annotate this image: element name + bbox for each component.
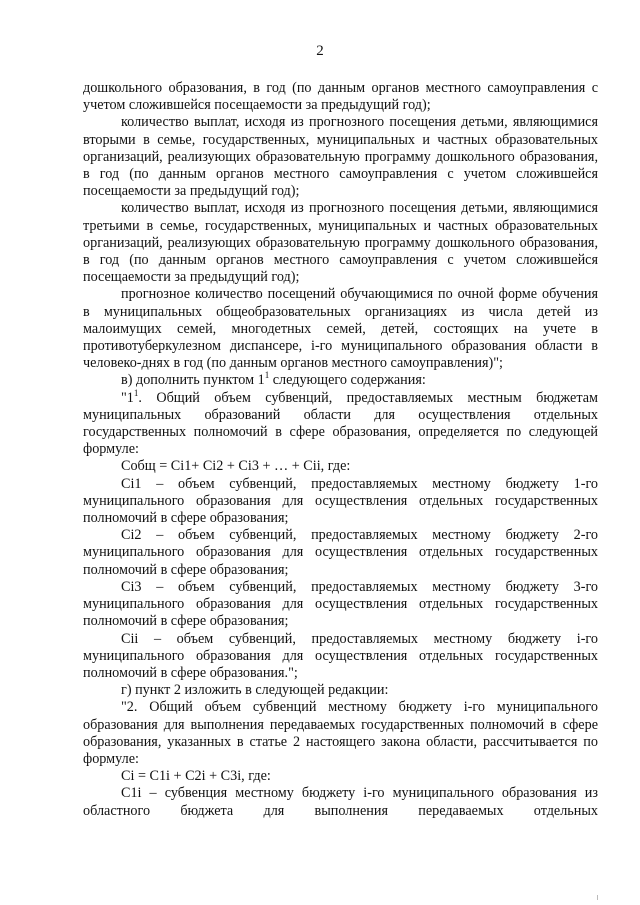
scan-mark <box>597 895 598 900</box>
text-run: Сi1 – объем субвенций, предоставляемых местному бюджету 1-го муниципального образования для осуществления отдельных государственных полномочий в сфере образования; <box>83 475 598 527</box>
paragraph <box>83 785 598 819</box>
paragraph <box>83 80 598 114</box>
text-run: г) пункт 2 изложить в следующей редакции: <box>121 682 389 699</box>
superscript: 1 <box>264 370 270 381</box>
paragraph <box>83 387 598 459</box>
text-run: С1i – субвенция местному бюджету i-го муниципального образования из областного бюджета для выполнения передаваемых отдельных <box>83 785 598 819</box>
text-run: "1 <box>121 389 134 406</box>
text-run: . Общий объем субвенций, предоставляемых местным бюджетам муниципальных образований области для осуществления отдельных государственных полномочий в сфере образования, определяется по следующей формуле: <box>83 389 598 458</box>
paragraph <box>83 768 598 785</box>
text-run: "2. Общий объем субвенций местному бюджету i-го муниципального образования для выполнения передаваемых государственных полномочий в сфере образования, указанных в статье 2 настоящего закона области, рассчитывается по формуле: <box>83 699 598 767</box>
paragraph <box>83 476 598 528</box>
paragraph <box>83 579 598 631</box>
text-run: количество выплат, исходя из прогнозного посещения детьми, являющимися вторыми в семье, государственных, муниципальных и частных образовательных организаций, реализующих образовательную программу дошкольного образования, в год (по данным органов местного самоуправления с учетом сложившейся посещаемости за предыдущий год); <box>83 114 598 200</box>
text-run: Сi2 – объем субвенций, предоставляемых местному бюджету 2-го муниципального образования для осуществления отдельных государственных полномочий в сфере образования; <box>83 527 598 578</box>
page-number: 2 <box>316 43 324 59</box>
paragraph <box>83 200 598 286</box>
paragraph <box>83 458 598 475</box>
text-run: дошкольного образования, в год (по данным органов местного самоуправления с учетом сложившейся посещаемости за предыдущий год); <box>83 80 598 114</box>
text-run: в) дополнить пунктом 1 <box>121 372 265 389</box>
document-body <box>83 80 598 820</box>
paragraph <box>83 682 598 699</box>
text-run: Сii – объем субвенций, предоставляемых местному бюджету i-го муниципального образования для осуществления отдельных государственных полномочий в сфере образования."; <box>83 630 598 681</box>
text-run: Собщ = Сi1+ Сi2 + Сi3 + … + Сii, где: <box>121 458 351 475</box>
text-run: Сi3 – объем субвенций, предоставляемых местному бюджету 3-го муниципального образования для осуществления отдельных государственных полномочий в сфере образования; <box>83 578 598 630</box>
superscript: 1 <box>133 387 139 398</box>
paragraph <box>83 372 598 389</box>
paragraph <box>83 631 598 683</box>
paragraph <box>83 286 598 372</box>
paragraph <box>83 699 598 768</box>
text-run: Сi = С1i + С2i + С3i, где: <box>121 768 271 785</box>
paragraph <box>83 527 598 579</box>
paragraph <box>83 114 598 200</box>
text-run: количество выплат, исходя из прогнозного посещения детьми, являющимися третьими в семье, государственных, муниципальных и частных образовательных организаций, реализующих образовательную программу дошкольного образования, в год (по данным органов местного самоуправления с учетом сложившейся посещаемости за предыдущий год); <box>83 200 598 286</box>
text-run: прогнозное количество посещений обучающимися по очной форме обучения в муниципальных общеобразовательных организациях из числа детей из малоимущих семей, многодетных семей, детей, состоящих на учете в противотуберкулезном диспансере, i-го муниципального образования области в человеко-днях в год (по данным органов местного самоуправления)"; <box>83 286 598 372</box>
text-run: следующего содержания: <box>269 372 426 389</box>
